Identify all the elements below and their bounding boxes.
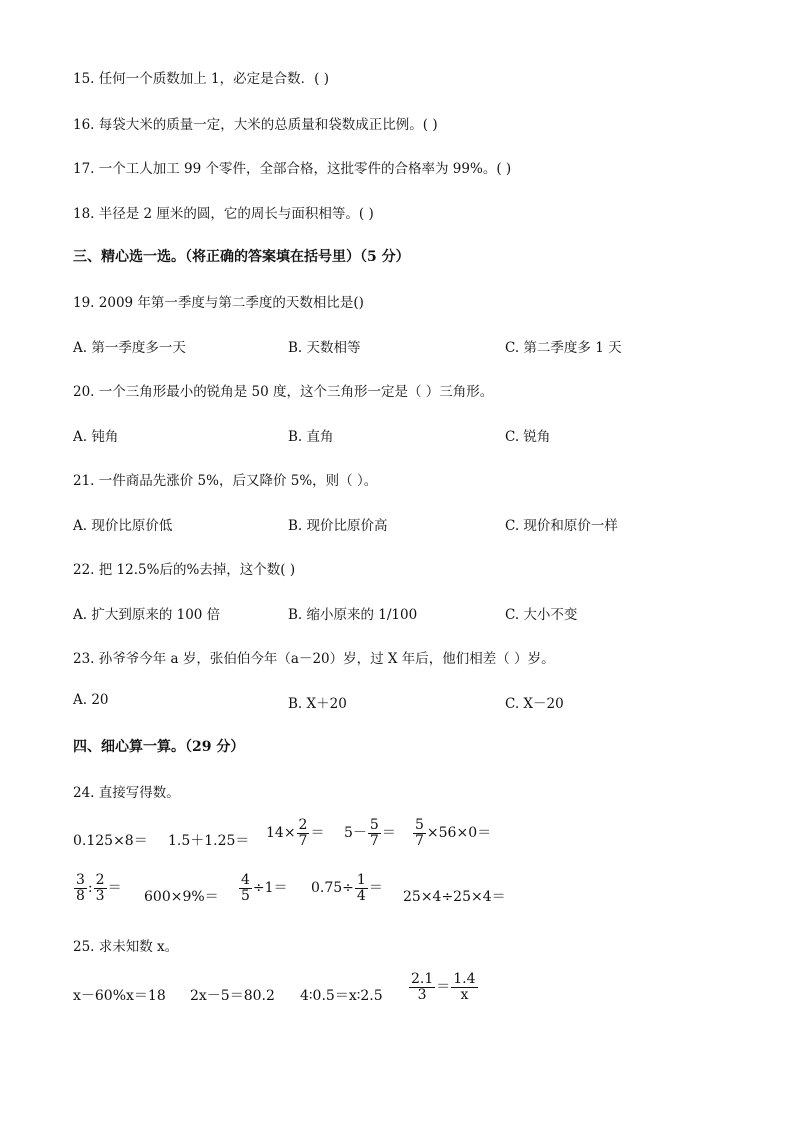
q24-expr-3-pre: 14× [266, 825, 296, 842]
q24-expr-10: 25×4÷25×4＝ [403, 889, 506, 905]
question-20-option-b: B. 直角 [288, 429, 334, 445]
question-23-option-c: C. X－20 [505, 696, 564, 712]
q24-expr-9 [311, 873, 383, 903]
question-19: 19. 2009 年第一季度与第二季度的天数相比是() [73, 295, 364, 311]
q24-expr-5-post: ×56×0＝ [426, 825, 492, 842]
question-20: 20. 一个三角形最小的锐角是 50 度，这个三角形一定是（ ）三角形。 [73, 384, 494, 400]
question-22-option-b: B. 缩小原来的 1/100 [288, 607, 418, 623]
question-21-option-a: A. 现价比原价低 [73, 518, 173, 534]
fraction-denominator: 7 [298, 832, 308, 849]
q24-expr-4-post: ＝ [381, 825, 396, 842]
fraction-denominator: 3 [417, 986, 427, 1003]
q25-equation-2: 2x－5＝80.2 [190, 988, 275, 1004]
question-25: 25. 求未知数 x。 [73, 939, 179, 955]
q24-expr-9-fraction [355, 873, 368, 903]
section-3-title: 三、精心选一选。（将正确的答案填在括号里）（5 分） [73, 249, 410, 265]
q24-expr-4-pre: 5－ [344, 825, 367, 842]
fraction-numerator: 1 [356, 872, 366, 888]
q24-expr-3-post: ＝ [310, 825, 325, 842]
q24-expr-1: 0.125×8＝ [73, 833, 148, 849]
fraction-denominator: 7 [415, 832, 424, 849]
fraction-denominator: 3 [95, 887, 105, 904]
q25-equation-1: x－60%x＝18 [73, 988, 166, 1004]
question-21-option-c: C. 现价和原价一样 [505, 518, 618, 534]
q24-expr-5-fraction [413, 818, 426, 848]
fraction-numerator: 4 [241, 872, 250, 888]
q25-equation-4-fraction-2 [451, 972, 477, 1002]
q24-expr-6-fraction-1 [74, 873, 87, 903]
q25-equation-4 [408, 972, 479, 1002]
q24-expr-9-post: ＝ [368, 880, 383, 897]
fraction-numerator: 5 [415, 817, 424, 833]
question-21-option-b: B. 现价比原价高 [288, 518, 388, 534]
ratio-sign: : [87, 880, 93, 897]
question-18: 18. 半径是 2 厘米的圆，它的周长与面积相等。( ) [73, 206, 374, 222]
question-19-option-b: B. 天数相等 [288, 340, 361, 356]
q25-equation-4-fraction-1 [409, 972, 435, 1002]
q24-expr-8-post: ÷1＝ [252, 880, 288, 897]
q24-expr-3-fraction [297, 818, 310, 848]
question-21: 21. 一件商品先涨价 5%，后又降价 5%，则（ ）。 [73, 473, 378, 489]
q24-expr-8 [238, 873, 288, 903]
q24-expr-7: 600×9%＝ [144, 889, 219, 905]
fraction-denominator: x [460, 986, 469, 1003]
question-24: 24. 直接写得数。 [73, 785, 180, 801]
fraction-numerator: 5 [369, 817, 379, 833]
question-16: 16. 每袋大米的质量一定，大米的总质量和袋数成正比例。( ) [73, 117, 438, 133]
fraction-numerator: 1.4 [453, 971, 476, 987]
question-23-option-a: A. 20 [73, 692, 109, 708]
fraction-denominator: 4 [356, 887, 366, 904]
q24-expr-4-fraction [368, 818, 381, 848]
q24-expr-4 [344, 818, 396, 848]
q24-expr-3 [266, 818, 324, 848]
fraction-denominator: 5 [241, 887, 250, 904]
q24-expr-6-post: ＝ [107, 880, 122, 897]
question-23-option-b: B. X＋20 [288, 696, 347, 712]
fraction-denominator: 7 [369, 832, 379, 849]
question-23: 23. 孙爷爷今年 a 岁，张伯伯今年（a－20）岁，过 X 年后，他们相差（ ）岁。 [73, 651, 555, 667]
q24-expr-5 [412, 818, 491, 848]
question-22-option-c: C. 大小不变 [505, 607, 578, 623]
question-22-option-a: A. 扩大到原来的 100 倍 [73, 607, 221, 623]
question-22: 22. 把 12.5%后的%去掉，这个数( ) [73, 562, 296, 578]
question-20-option-c: C. 锐角 [505, 429, 551, 445]
section-4-title: 四、细心算一算。（29 分） [73, 739, 245, 755]
q24-expr-8-fraction [239, 873, 252, 903]
q24-expr-9-pre: 0.75÷ [311, 880, 354, 897]
fraction-numerator: 3 [76, 872, 85, 888]
q25-equation-3: 4∶0.5＝x∶2.5 [300, 988, 383, 1004]
q24-expr-6 [73, 873, 122, 903]
fraction-numerator: 2 [298, 817, 308, 833]
equals-sign: ＝ [436, 979, 451, 996]
fraction-denominator: 8 [76, 887, 85, 904]
fraction-numerator: 2 [95, 872, 105, 888]
question-15: 15. 任何一个质数加上 1，必定是合数．( ) [73, 71, 329, 87]
question-20-option-a: A. 钝角 [73, 429, 119, 445]
fraction-numerator: 2.1 [411, 971, 434, 987]
question-17: 17. 一个工人加工 99 个零件，全部合格，这批零件的合格率为 99%。( ) [73, 161, 512, 177]
q24-expr-6-fraction-2 [94, 873, 107, 903]
q24-expr-2: 1.5＋1.25＝ [168, 833, 250, 849]
question-19-option-c: C. 第二季度多 1 天 [505, 340, 622, 356]
question-19-option-a: A. 第一季度多一天 [73, 340, 186, 356]
